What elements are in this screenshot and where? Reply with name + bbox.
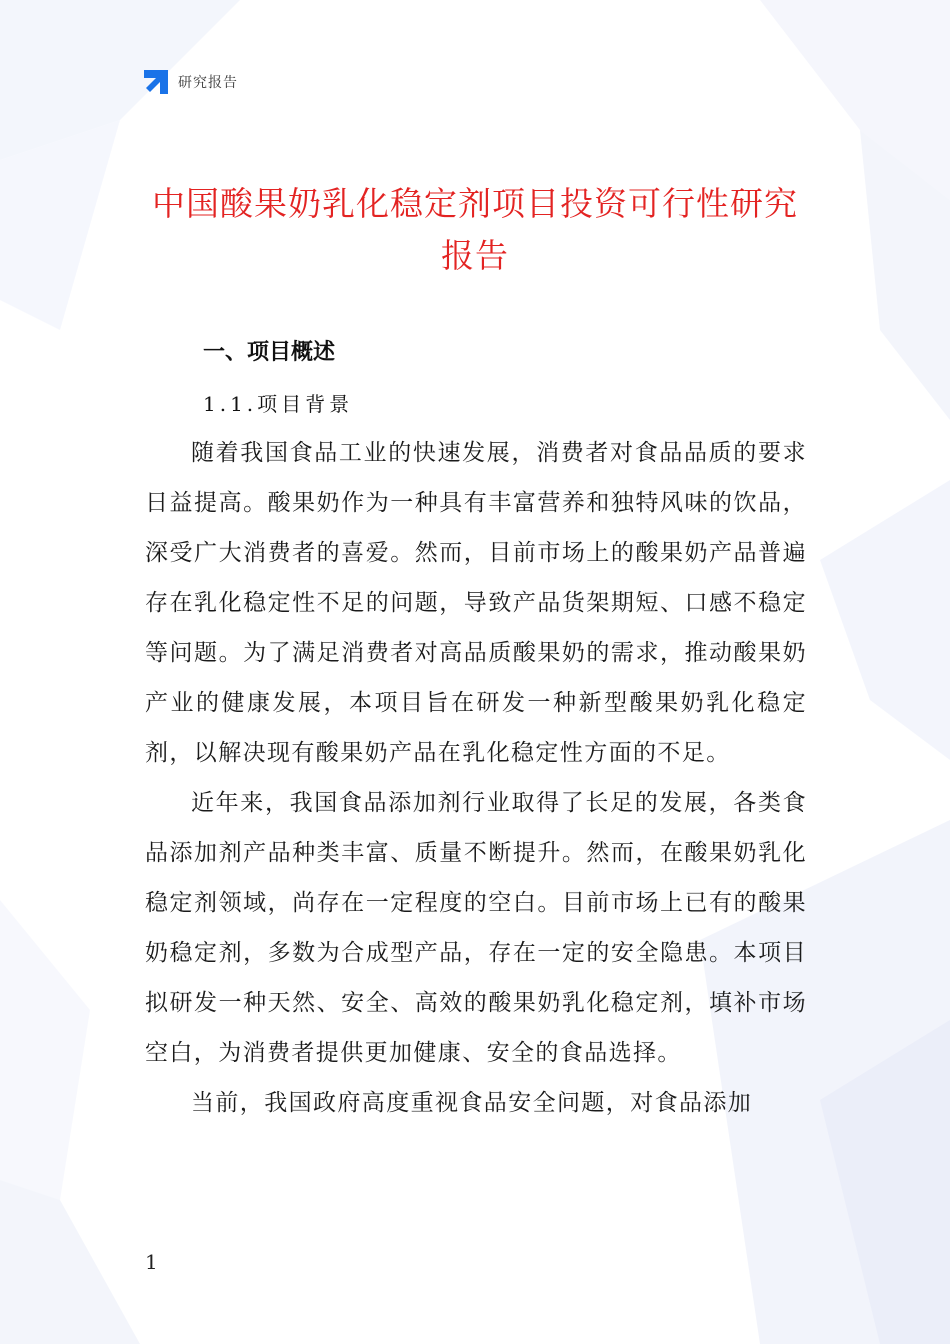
document-title: 中国酸果奶乳化稳定剂项目投资可行性研究报告	[152, 184, 798, 275]
paragraph: 当前，我国政府高度重视食品安全问题，对食品添加	[191, 1090, 753, 1116]
subsection-heading: 1.1.项目背景	[203, 392, 354, 416]
header-label: 研究报告	[178, 75, 238, 91]
page-number: 1	[145, 1250, 158, 1274]
arrow-up-right-icon	[142, 68, 170, 96]
document-body	[145, 428, 807, 1128]
report-header	[142, 68, 238, 96]
paragraph: 近年来，我国食品添加剂行业取得了长足的发展，各类食品添加剂产品种类丰富、质量不断提升。然而，在酸果奶乳化稳定剂领域，尚存在一定程度的空白。目前市场上已有的酸果奶稳定剂，多数为合成型产品，存在一定的安全隐患。本项目拟研发一种天然、安全、高效的酸果奶乳化稳定剂，填补市场空白，为消费者提供更加健康、安全的食品选择。	[145, 790, 807, 1066]
section-heading: 一、项目概述	[203, 340, 336, 365]
paragraph: 随着我国食品工业的快速发展，消费者对食品品质的要求日益提高。酸果奶作为一种具有丰富营养和独特风味的饮品，深受广大消费者的喜爱。然而，目前市场上的酸果奶产品普遍存在乳化稳定性不足的问题，导致产品货架期短、口感不稳定等问题。为了满足消费者对高品质酸果奶的需求，推动酸果奶产业的健康发展，本项目旨在研发一种新型酸果奶乳化稳定剂，以解决现有酸果奶产品在乳化稳定性方面的不足。	[145, 440, 807, 766]
